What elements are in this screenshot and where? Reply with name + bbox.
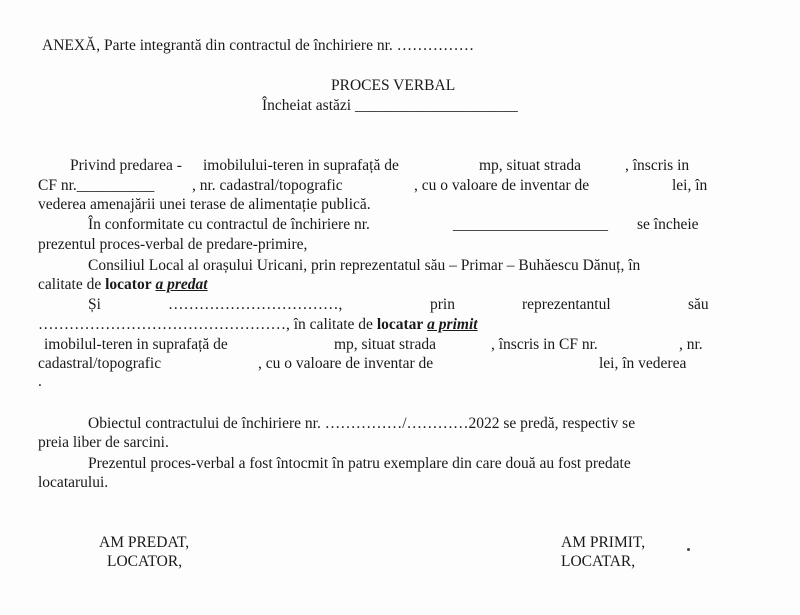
p4-dots-capacity: …………………………………………, în calitate de <box>38 316 373 333</box>
p1-line1-registered: , înscris in <box>625 157 690 174</box>
p4-line1-and: Și <box>88 296 101 313</box>
p4-line3-street: mp, situat strada <box>334 336 437 353</box>
p4-line3-cf: , înscris in CF nr. <box>491 336 598 353</box>
p1-line1-area: imobilului-teren in suprafață de <box>203 157 399 174</box>
concluded-date-blank: _____________________ <box>354 97 518 114</box>
p1-line2-cadastral: , nr. cadastral/topografic <box>192 177 343 194</box>
document-title: PROCES VERBAL <box>331 77 456 94</box>
p1-line3: vederea amenajării unei terase de alimentație publică. <box>38 196 371 213</box>
locatar-role: locatar <box>376 316 424 333</box>
p4-line4-value: , cu o valoare de inventar de <box>258 355 434 372</box>
p1-line2-lei: lei, în <box>672 177 708 194</box>
scan-speck <box>687 548 690 551</box>
p1-line2-value: , cu o valoare de inventar de <box>414 177 590 194</box>
p2-line1-concluded: se încheie <box>637 216 699 233</box>
p3-line1: Consiliul Local al orașului Uricani, prin reprezentatul său – Primar – Buhăescu Dănuț, în <box>88 257 641 274</box>
p4-line2 <box>38 316 478 334</box>
p4-line5: . <box>38 373 42 390</box>
p1-line2-cf: CF nr.__________ <box>38 177 155 194</box>
p4-line1-his: său <box>688 296 709 313</box>
p4-line3-area: imobilul-teren in suprafață de <box>44 336 228 353</box>
p4-line4-lei: lei, în vederea <box>599 355 687 372</box>
locator-role: locator <box>105 276 152 293</box>
p4-line4-cadastral: cadastral/topografic <box>38 355 162 372</box>
concluded-label: Încheiat astăzi <box>262 97 352 114</box>
p6-line1: Prezentul proces-verbal a fost întocmit în patru exemplare din care două au fost predate <box>88 455 631 472</box>
p5-line1: Obiectul contractului de închiriere nr. ……………/…………2022 se predă, respectiv se <box>88 415 636 432</box>
p4-line3-nr: , nr. <box>679 336 703 353</box>
signature-left-title: AM PREDAT, <box>99 534 190 551</box>
p6-line2: locatarului. <box>38 474 109 491</box>
p2-line1-blank: ____________________ <box>453 216 608 233</box>
p4-line1-through: prin <box>430 296 455 313</box>
signature-right-title: AM PRIMIT, <box>561 534 646 551</box>
p2-line1-contract: În conformitate cu contractul de închiriere nr. <box>88 216 370 233</box>
received-action: a primit <box>427 316 478 333</box>
p4-line1-representative: reprezentantul <box>522 296 611 313</box>
handed-over-action: a predat <box>155 276 208 293</box>
p1-line1-start: Privind predarea - <box>70 157 182 174</box>
signature-left-role: LOCATOR, <box>107 553 183 570</box>
signature-right-role: LOCATAR, <box>561 553 636 570</box>
p5-line2: preia liber de sarcini. <box>38 434 169 451</box>
annex-header: ANEXĂ, Parte integrantă din contractul de închiriere nr. …………… <box>42 37 475 54</box>
p1-line1-street: mp, situat strada <box>479 157 582 174</box>
p3-line2 <box>38 276 208 294</box>
p3-capacity-label: calitate de <box>38 276 102 293</box>
p2-line2: prezentul proces-verbal de predare-primire, <box>38 236 308 253</box>
concluded-date-line <box>262 97 518 115</box>
p4-line1-dots: ……………………………, <box>168 296 343 313</box>
